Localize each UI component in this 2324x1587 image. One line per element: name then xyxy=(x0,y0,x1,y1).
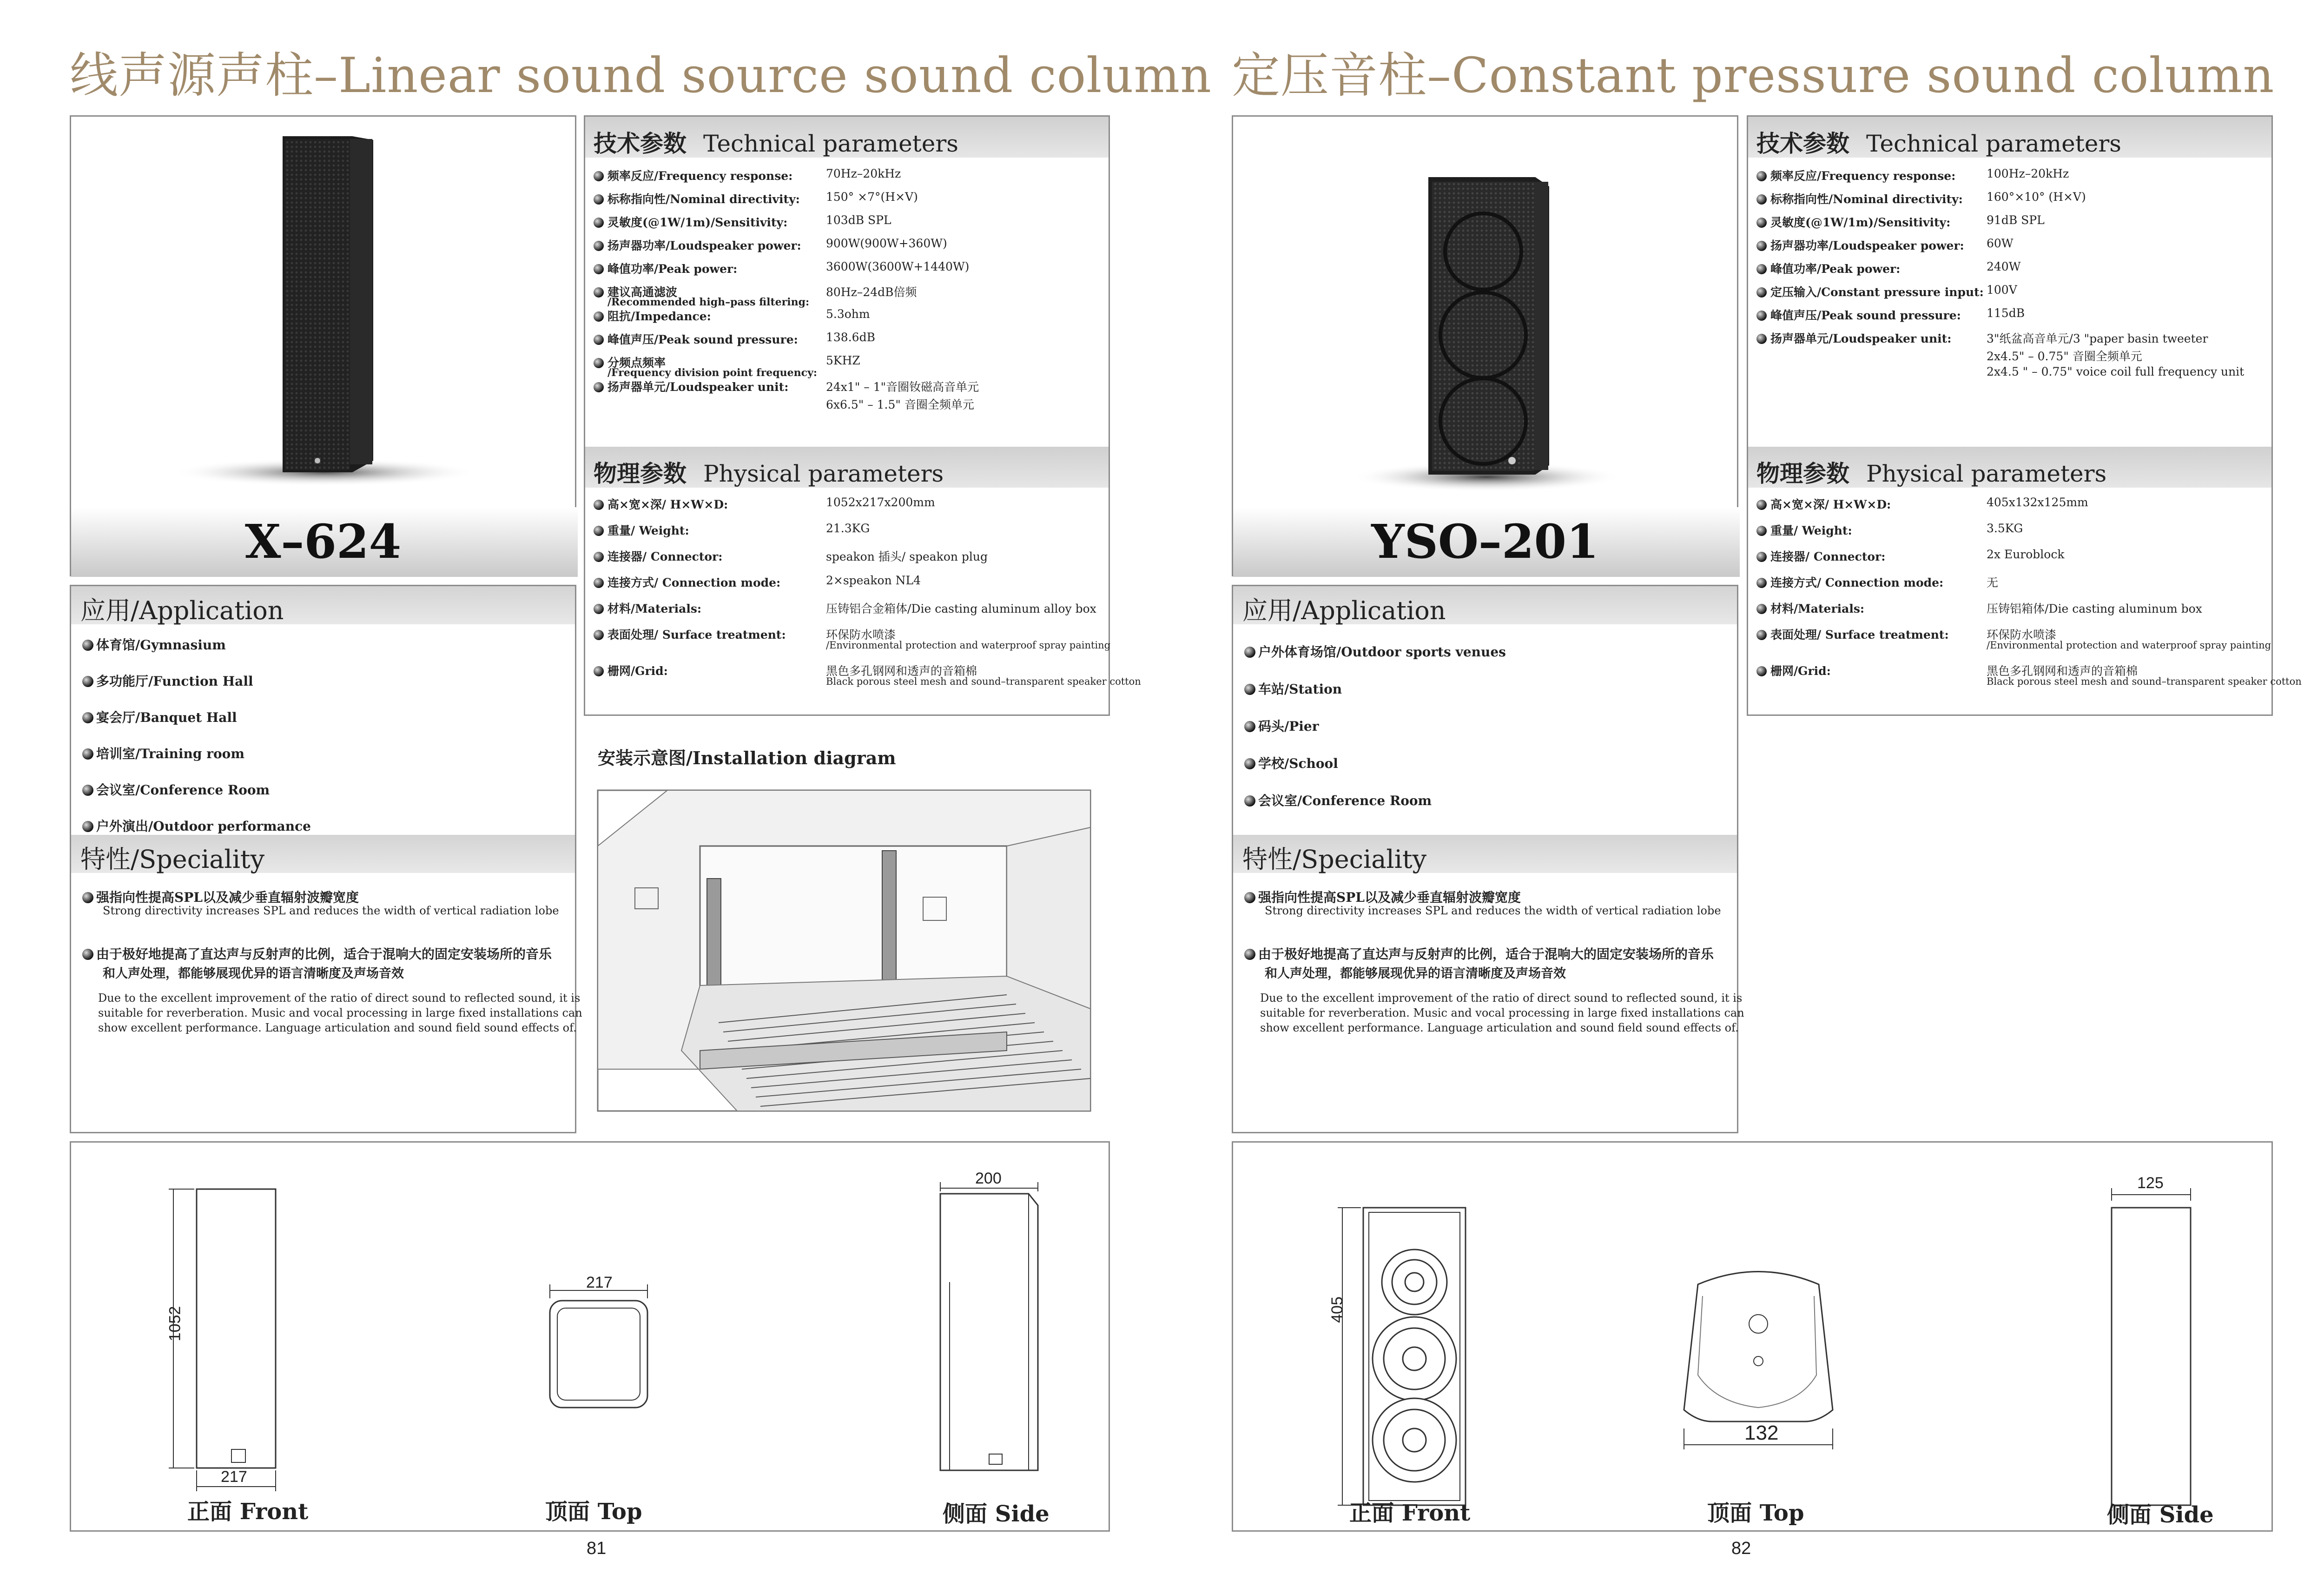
phys-value: speakon 插头/ speakon plug xyxy=(826,550,988,563)
tech-header-right: 技术参数 Technical parameters xyxy=(1748,117,2271,158)
phys-value: Black porous steel mesh and sound–transparent speaker cotton xyxy=(826,676,1141,687)
product-photo-box-right xyxy=(1232,115,1738,576)
phys-value: 黑色多孔钢网和透声的音箱棉 xyxy=(826,664,977,678)
phys-value: 21.3KG xyxy=(826,522,870,535)
application-item: 户外演出/Outdoor performance xyxy=(82,816,311,835)
phys-value: /Environmental protection and waterproof spray painting xyxy=(1987,640,2271,651)
phys-value: 黑色多孔钢网和透声的音箱棉 xyxy=(1987,664,2138,678)
installation-diagram xyxy=(598,790,1095,1111)
phys-label: 表面处理/ Surface treatment: xyxy=(1756,626,1949,642)
phys-value: 2×speakon NL4 xyxy=(826,574,921,587)
dim-height: 1052 xyxy=(166,1306,184,1342)
page-title-left: 线声源声柱–Linear sound source sound column xyxy=(70,47,1212,104)
tech-value: 2x4.5 " – 0.75" voice coil full frequency unit xyxy=(1987,365,2245,378)
dimension-box-left xyxy=(70,1141,1110,1532)
tech-value: 103dB SPL xyxy=(826,213,891,227)
phys-value: 1052x217x200mm xyxy=(826,496,935,509)
dim-top-width: 217 xyxy=(586,1274,613,1291)
tech-label: 扬声器功率/Loudspeaker power: xyxy=(594,237,801,253)
tech-value: 80Hz–24dB倍频 xyxy=(826,285,917,299)
product-photo-box xyxy=(70,115,576,576)
tech-value: 5.3ohm xyxy=(826,307,870,321)
tech-value: 160°×10° (H×V) xyxy=(1987,190,2086,204)
phys-label: 重量/ Weight: xyxy=(594,522,689,538)
tech-label: 峰值功率/Peak power: xyxy=(594,260,737,277)
phys-label: 材料/Materials: xyxy=(1756,600,1864,616)
phys-value: 压铸铝箱体/Die casting aluminum box xyxy=(1987,602,2202,615)
tech-value: 5KHZ xyxy=(826,354,860,367)
dim-depth: 125 xyxy=(2137,1174,2164,1192)
application-box-left xyxy=(70,585,582,1133)
application-header-right: 应用/Application xyxy=(1233,586,1737,624)
tech-label: 扬声器功率/Loudspeaker power: xyxy=(1756,237,1964,253)
tech-header: 技术参数 Technical parameters xyxy=(585,117,1109,158)
phys-label: 栅网/Grid: xyxy=(594,662,668,679)
phys-label: 表面处理/ Surface treatment: xyxy=(594,626,786,642)
speciality-1-cn: 强指向性提高SPL以及减少垂直辐射波瓣宽度 xyxy=(82,887,359,906)
column-speaker-photo xyxy=(71,117,578,577)
tech-label: 频率反应/Frequency response: xyxy=(1756,167,1955,184)
application-box-right xyxy=(1232,585,1744,1133)
speciality-2-cn2: 和人声处理，都能够展现优异的语言清晰度及声场音效 xyxy=(103,966,404,981)
speciality-2-cn1: 由于极好地提高了直达声与反射声的比例，适合于混响大的固定安装场所的音乐 xyxy=(1244,944,1714,963)
tech-label: 峰值声压/Peak sound pressure: xyxy=(594,331,798,347)
tech-label: 灵敏度(@1W/1m)/Sensitivity: xyxy=(594,213,787,230)
model-name-x624: X–624 xyxy=(244,514,402,569)
speciality-2-en1: Due to the excellent improvement of the ratio of direct sound to reflected sound, it is xyxy=(98,992,581,1005)
tech-label: 阻抗/Impedance: xyxy=(594,307,711,324)
tech-label-cont: /Frequency division point frequency: xyxy=(607,367,817,379)
speciality-2-cn1: 由于极好地提高了直达声与反射声的比例，适合于混响大的固定安装场所的音乐 xyxy=(82,944,552,963)
tech-value: 3600W(3600W+1440W) xyxy=(826,260,970,273)
application-item: 学校/School xyxy=(1244,754,1338,772)
phys-label: 材料/Materials: xyxy=(594,600,701,616)
caption-side: 侧面 Side xyxy=(943,1501,1050,1527)
application-item: 宴会厅/Banquet Hall xyxy=(82,708,237,726)
caption-top: 顶面 Top xyxy=(1707,1500,1804,1526)
phys-value: 405x132x125mm xyxy=(1987,496,2088,509)
phys-value: 环保防水喷漆 xyxy=(1987,628,2057,641)
application-item: 码头/Pier xyxy=(1244,716,1319,735)
speciality-2-en1: Due to the excellent improvement of the ratio of direct sound to reflected sound, it is xyxy=(1260,992,1743,1005)
spec-box-right xyxy=(1747,115,2302,716)
tech-value: 91dB SPL xyxy=(1987,213,2045,227)
dim-width: 132 xyxy=(1744,1422,1779,1444)
tech-label: 标称指向性/Nominal directivity: xyxy=(1756,190,1963,207)
application-item: 体育馆/Gymnasium xyxy=(82,635,226,654)
speciality-header-right: 特性/Speciality xyxy=(1233,835,1737,873)
caption-side: 侧面 Side xyxy=(2107,1502,2214,1528)
phys-label: 连接器/ Connector: xyxy=(1756,548,1886,564)
phys-value: 压铸铝合金箱体/Die casting aluminum alloy box xyxy=(826,602,1096,615)
tech-label: 定压输入/Constant pressure input: xyxy=(1756,283,1984,300)
dimension-drawings-yso201 xyxy=(1233,1143,2270,1528)
caption-top: 顶面 Top xyxy=(545,1499,642,1525)
speciality-1-en: Strong directivity increases SPL and reduces the width of vertical radiation lobe xyxy=(1265,904,1721,917)
tech-value: 240W xyxy=(1987,260,2021,273)
dim-depth: 200 xyxy=(975,1170,1002,1187)
application-item: 会议室/Conference Room xyxy=(1244,791,1432,809)
phys-value: 3.5KG xyxy=(1987,522,2023,535)
phys-label: 连接方式/ Connection mode: xyxy=(1756,574,1943,590)
phys-value: 无 xyxy=(1987,576,1999,589)
phys-label: 连接器/ Connector: xyxy=(594,548,723,564)
application-item: 户外体育场馆/Outdoor sports venues xyxy=(1244,642,1506,661)
speciality-1-en: Strong directivity increases SPL and reduces the width of vertical radiation lobe xyxy=(103,904,559,917)
speciality-2-en3: show excellent performance. Language articulation and sound field sound effects of. xyxy=(98,1021,577,1034)
tech-value: 3"纸盆高音单元/3 "paper basin tweeter xyxy=(1987,332,2208,345)
phys-label: 高×宽×深/ H×W×D: xyxy=(594,496,728,512)
phys-label: 高×宽×深/ H×W×D: xyxy=(1756,496,1891,512)
phys-value: 2x Euroblock xyxy=(1987,548,2065,561)
tech-value: 100Hz–20kHz xyxy=(1987,167,2069,180)
tech-value: 138.6dB xyxy=(826,331,875,344)
tech-label: 扬声器单元/Loudspeaker unit: xyxy=(594,378,788,395)
phys-value: Black porous steel mesh and sound–transparent speaker cotton xyxy=(1987,676,2302,687)
dim-front-width: 217 xyxy=(221,1468,247,1486)
tech-label: 建议高通滤波 xyxy=(594,283,677,300)
caption-front: 正面 Front xyxy=(1349,1500,1471,1526)
application-item: 会议室/Conference Room xyxy=(82,780,270,799)
tech-label-cont: /Recommended high–pass filtering: xyxy=(607,296,810,308)
model-name-yso201: YSO–201 xyxy=(1371,514,1599,569)
speciality-2-en2: suitable for reverberation. Music and vocal processing in large fixed installations can xyxy=(98,1006,582,1019)
tech-label: 峰值声压/Peak sound pressure: xyxy=(1756,306,1961,323)
page-title-right: 定压音柱–Constant pressure sound column xyxy=(1232,47,2275,104)
constant-pressure-speaker-photo xyxy=(1233,117,1740,577)
tech-label: 灵敏度(@1W/1m)/Sensitivity: xyxy=(1756,213,1950,230)
tech-value: 100V xyxy=(1987,283,2017,297)
page-number-right: 82 xyxy=(1731,1539,1751,1558)
phys-value: 环保防水喷漆 xyxy=(826,628,896,641)
dimension-box-right xyxy=(1232,1141,2273,1532)
caption-front: 正面 Front xyxy=(187,1499,309,1525)
phys-label: 连接方式/ Connection mode: xyxy=(594,574,780,590)
speciality-1-cn: 强指向性提高SPL以及减少垂直辐射波瓣宽度 xyxy=(1244,887,1521,906)
phys-value: /Environmental protection and waterproof spray painting xyxy=(826,640,1111,651)
speciality-header: 特性/Speciality xyxy=(71,835,575,873)
page-number-left: 81 xyxy=(587,1539,607,1558)
tech-label: 峰值功率/Peak power: xyxy=(1756,260,1900,277)
tech-value: 115dB xyxy=(1987,306,2025,320)
dim-height: 405 xyxy=(1328,1296,1346,1323)
tech-label: 分频点频率 xyxy=(594,354,666,370)
tech-value: 24x1" – 1"音圈钕磁高音单元 xyxy=(826,380,979,394)
spec-box-left xyxy=(584,115,1141,716)
phys-header-right: 物理参数 Physical parameters xyxy=(1748,447,2271,488)
phys-label: 重量/ Weight: xyxy=(1756,522,1852,538)
application-item: 车站/Station xyxy=(1244,679,1342,698)
application-item: 培训室/Training room xyxy=(82,744,244,762)
tech-value: 6x6.5" – 1.5" 音圈全频单元 xyxy=(826,398,974,411)
application-item: 多功能厅/Function Hall xyxy=(82,671,253,690)
tech-label: 频率反应/Frequency response: xyxy=(594,167,792,184)
tech-label: 扬声器单元/Loudspeaker unit: xyxy=(1756,330,1951,346)
application-header: 应用/Application xyxy=(71,586,575,624)
tech-value: 150° ×7°(H×V) xyxy=(826,190,918,204)
tech-value: 70Hz–20kHz xyxy=(826,167,901,180)
phys-label: 栅网/Grid: xyxy=(1756,662,1831,679)
speciality-2-cn2: 和人声处理，都能够展现优异的语言清晰度及声场音效 xyxy=(1265,966,1566,981)
tech-value: 2x4.5" – 0.75" 音圈全频单元 xyxy=(1987,350,2142,363)
tech-label: 标称指向性/Nominal directivity: xyxy=(594,190,800,207)
installation-label: 安装示意图/Installation diagram xyxy=(598,747,896,768)
speciality-2-en3: show excellent performance. Language articulation and sound field sound effects of. xyxy=(1260,1021,1739,1034)
tech-value: 900W(900W+360W) xyxy=(826,237,947,250)
tech-value: 60W xyxy=(1987,237,2014,250)
phys-header: 物理参数 Physical parameters xyxy=(585,447,1109,488)
speciality-2-en2: suitable for reverberation. Music and vocal processing in large fixed installations can xyxy=(1260,1006,1744,1019)
